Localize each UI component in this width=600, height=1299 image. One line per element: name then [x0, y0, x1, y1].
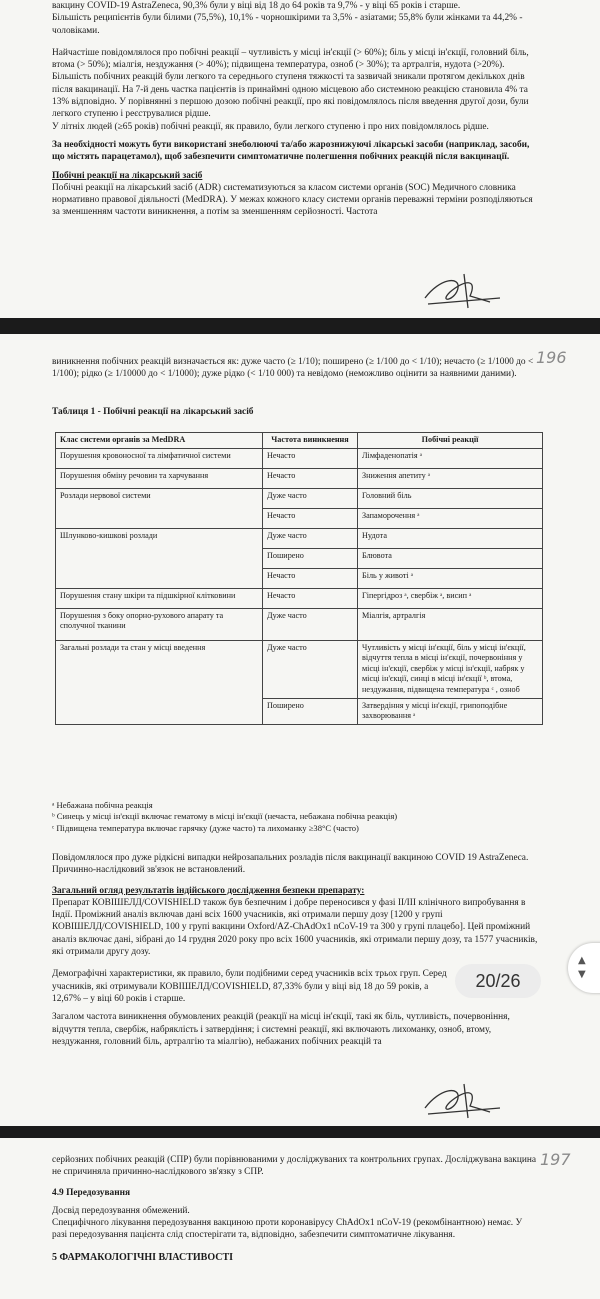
table-cell: Зниження апетиту ᵃ	[358, 468, 543, 488]
table-row	[56, 608, 543, 640]
page2-body	[52, 852, 538, 1054]
table-cell: Нечасто	[263, 568, 358, 588]
table-cell: Нечасто	[263, 508, 358, 528]
page3-body	[52, 1154, 538, 1270]
handwritten-page-number: 196	[536, 348, 567, 367]
table-cell: Дуже часто	[263, 640, 358, 698]
signature-icon	[420, 268, 510, 312]
section-heading-4-9: 4.9 Передозування	[52, 1187, 131, 1198]
table-cell: Чутливість у місці ін'єкції, біль у місці ін'єкції, відчуття тепла в місці ін'єкції, почервоніння у місці ін'єкції, свербіж у місці ін'єкції, набряк у місці ін'єкції, синці в місці ін'єкції ᵇ, втома, нездужання, підвищена температура ᶜ , озноб	[358, 640, 543, 698]
table-cell: Дуже часто	[263, 608, 358, 640]
table-header-cell: Клас системи органів за MedDRA	[56, 433, 263, 449]
page2-intro-block	[52, 356, 538, 387]
table-row	[56, 488, 543, 508]
table-cell: Біль у животі ᵃ	[358, 568, 543, 588]
adverse-reactions-table	[55, 432, 543, 725]
chevron-down-icon: ▼	[578, 969, 586, 980]
table-header-cell: Побічні реакції	[358, 433, 543, 449]
page2-frequency: Загалом частота виникнення обумовлених реакцій (реакції на місці ін'єкції, такі як біль, чутливість, почервоніння, відчуття тепла, свербіж, набряклість і затвердіння; і системні реакції, які включають лихоманку, озноб, втому, нездужання, головний біль, артралгію та міалгію), небажаних побічних реакцій та	[52, 1012, 510, 1047]
footnote: ᶜ Підвищена температура включає гарячку (дуже часто) та лихоманку ≥38°С (часто)	[52, 822, 359, 833]
table-cell: Нечасто	[263, 448, 358, 468]
table-cell: Поширено	[263, 698, 358, 724]
table-cell: Лімфаденопатія ᵃ	[358, 448, 543, 468]
document-page-2	[0, 334, 600, 1126]
table-cell: Гіпергідроз ᵃ, свербіж ᵃ, висип ᵃ	[358, 588, 543, 608]
page1-paragraph-reactions: Найчастіше повідомлялося про побічні реакції – чутливість у місці ін'єкції (> 60%); біль у місці ін'єкції, головний біль, втома (> 50%); міалгія, нездужання (> 40%); підвищена температура, озноб (> 30%); та артралгія, нудота (>20%). Більшість побічних реакцій були легкого та середнього ступеня тяжкості та зазвичай зникали протягом декількох днів після вакцинації. На 7-й день частка пацієнтів із принаймні одною місцевою або системною реакцією становила 4% та 13% відповідно. У порівнянні з першою дозою побічні реакції, про які повідомлялось після введення другої дози, були легкого ступеню і реєструвалися рідше.	[52, 47, 529, 120]
page2-intro: виникнення побічних реакцій визначається як: дуже часто (≥ 1/10); поширено (≥ 1/100 до < 1/10); нечасто (≥ 1/1000 до < 1/100); рідко (≥ 1/10000 до < 1/1000); дуже рідко (< 1/10 000) та невідомо (неможливо оцінити за наявними даними).	[52, 357, 534, 380]
table-header-row	[56, 433, 543, 449]
table-cell: Нудота	[358, 528, 543, 548]
page3-paragraph-1: серйозних побічних реакцій (СПР) були порівнюваними у досліджуваних та контрольних групах. Досліджувана вакцина не спричиняла причинно-наслідкового зв'язку з СПР.	[52, 1155, 537, 1178]
table-cell: Поширено	[263, 548, 358, 568]
table-header-cell: Частота виникнення	[263, 433, 358, 449]
table-row	[56, 528, 543, 548]
table-cell: Головний біль	[358, 488, 543, 508]
table-cell: Порушення стану шкіри та підшкірної клітковини	[56, 588, 263, 608]
table-footnotes	[52, 800, 538, 834]
page1-line-2: Більшість реципієнтів були білими (75,5%), 10,1% - чорношкірими та 3,5% - азіатами; 55,8% були жінками та 44,2% - чоловіками.	[52, 13, 523, 36]
chevron-up-icon: ▲	[578, 955, 586, 966]
signature-icon	[420, 1078, 510, 1122]
table-cell: Порушення кровоносної та лімфатичної системи	[56, 448, 263, 468]
document-page-3	[0, 1138, 600, 1299]
table-row	[56, 448, 543, 468]
table-cell: Порушення з боку опорно-рухового апарату та сполучної тканини	[56, 608, 263, 640]
table-cell: Запаморочення ᵃ	[358, 508, 543, 528]
page2-demographics: Демографічні характеристики, як правило, були подібними серед учасників всіх трьох груп. Серед учасників, які отримували КОВІШЕЛД/COVISHIELD, 87,33% були у віці від 18 до 59 років, а 12,67% – у віці 60 років і старше.	[52, 969, 447, 1004]
page3-paragraph-2: Досвід передозування обмежений.	[52, 1205, 190, 1216]
page1-paragraph-adr: Побічні реакції на лікарський засіб (ADR) систематизуються за класом системи органів (SOC) Медичного словника нормативно правової діяльності (MedDRA). У межах кожного класу системи органів переважні терміни розподіляються за зменшенням частоти виникнення, а потім за зменшенням серйозності. Частота	[52, 182, 533, 218]
page1-paragraph-elderly: У літніх людей (≥65 років) побічні реакції, як правило, були легкого ступеню і про них повідомлялось рідше.	[52, 121, 489, 132]
page1-text	[52, 0, 538, 225]
page2-overview: Препарат КОВІШЕЛД/COVISHIELD також був безпечним і добре переносився у фазі II/III клінічного випробування в Індії. Проміжний аналіз включав дані всіх 1600 учасників, які отримали першу дозу [1200 у групі КОВІШЕЛД/COVISHIELD, 100 у групі вакцини Oxford/AZ-ChAdOx1 nCoV-19 та 300 у групі плацебо]. Цей проміжний аналіз включає дані, зібрані до 14 грудня 2020 року про всіх 1600 учасників, які отримали першу дозу, та 1577 учасників, які отримали другу дозу.	[52, 897, 538, 958]
page1-line-1: вакцину COVID-19 AstraZeneca, 90,3% були у віці від 18 до 64 років та 9,7% - у віці 65 років і старше.	[52, 1, 461, 11]
table-cell: Дуже часто	[263, 488, 358, 508]
table-row	[56, 640, 543, 698]
document-page-1	[0, 0, 600, 318]
page1-subheading: Побічні реакції на лікарський засіб	[52, 170, 203, 181]
footnote: ᵃ Небажана побічна реакція	[52, 800, 153, 810]
page1-bold-paragraph: За необхідності можуть бути використані знеболюючі та/або жарознижуючі лікарські засоби (наприклад, засоби, що містять парацетамол), щоб забезпечити симптоматичне полегшення побічних реакцій після вакцинації.	[52, 139, 530, 163]
table-cell: Розлади нервової системи	[56, 488, 263, 528]
table-cell: Дуже часто	[263, 528, 358, 548]
table-cell: Нечасто	[263, 588, 358, 608]
page2-overview-title: Загальний огляд результатів індійського дослідження безпеки препарату:	[52, 885, 365, 896]
section-heading-5: 5 ФАРМАКОЛОГІЧНІ ВЛАСТИВОСТІ	[52, 1251, 234, 1263]
table-cell: Міалгія, артралгія	[358, 608, 543, 640]
page2-rare-cases: Повідомлялося про дуже рідкісні випадки нейрозапальних розладів після вакцинації вакциною COVID 19 AstraZeneca. Причинно-наслідковий зв'язок не встановлений.	[52, 853, 529, 876]
page3-paragraph-3: Специфічного лікування передозування вакциною проти коронавірусу ChAdOx1 nCoV-19 (рекомбінантною) немає. У разі передозування пацієнта слід спостерігати та, відповідно, забезпечити симптоматичне лікування.	[52, 1218, 523, 1241]
page-indicator: 20/26	[455, 964, 541, 998]
table-cell: Загальні розлади та стан у місці введення	[56, 640, 263, 724]
table-cell: Затвердіння у місці ін'єкції, грипоподібне захворювання ᵃ	[358, 698, 543, 724]
table-cell: Порушення обміну речовин та харчування	[56, 468, 263, 488]
table-cell: Нечасто	[263, 468, 358, 488]
handwritten-page-number: 197	[540, 1150, 571, 1169]
table-cell: Шлунково-кишкові розлади	[56, 528, 263, 588]
table-cell: Блювота	[358, 548, 543, 568]
footnote: ᵇ Синець у місці ін'єкції включає гематому в місці ін'єкції (нечаста, небажана побічна реакція)	[52, 811, 398, 822]
table-title: Таблиця 1 - Побічні реакції на лікарський засіб	[52, 407, 254, 417]
table-row	[56, 588, 543, 608]
table-row	[56, 468, 543, 488]
